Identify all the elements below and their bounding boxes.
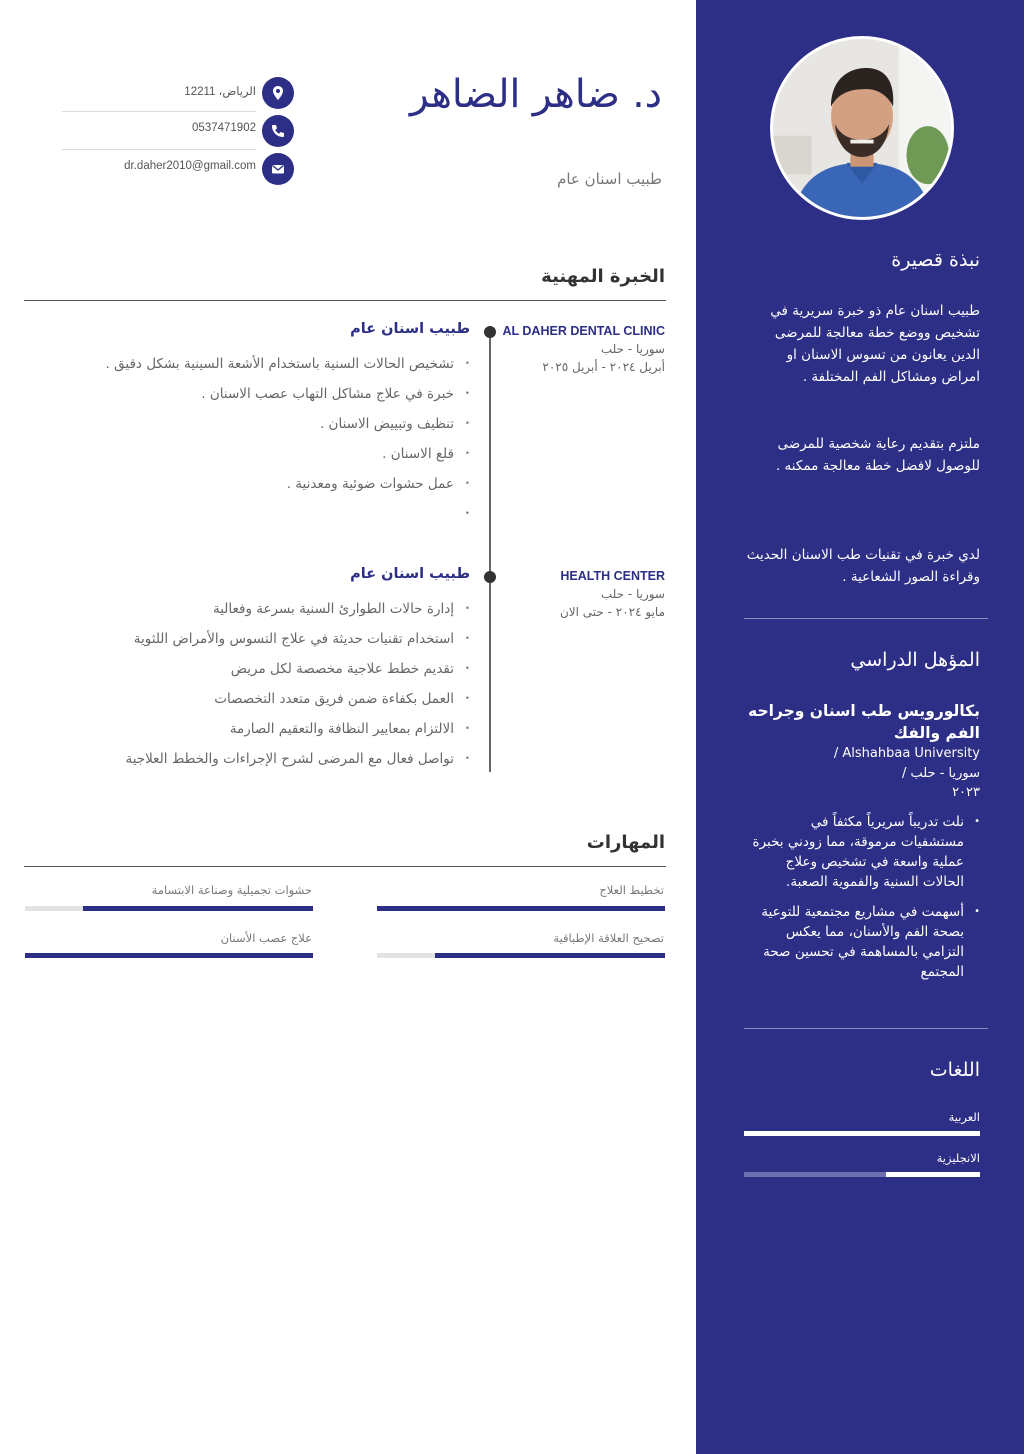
job-duty: • تنظيف وتبييض الاسنان . [30,413,470,443]
envelope-icon [262,153,294,185]
summary-paragraph-2: ملتزم بتقديم رعاية شخصية للمرضى للوصول لافضل خطة معالجة ممكنه . [775,436,980,474]
experience-heading: الخبرة المهنية [541,266,665,287]
job-duty: • تشخيص الحالات السنية باستخدام الأشعة السينية بشكل دقيق . [30,353,470,383]
skill-bar [25,953,313,958]
language-bar-arabic [744,1131,980,1136]
skills-divider [24,866,666,867]
sidebar-divider [744,1028,988,1029]
experience-timeline [489,326,491,772]
job-duty [30,503,470,533]
phone-text[interactable]: 0537471902 [192,122,256,134]
email-text[interactable]: dr.daher2010@gmail.com [124,160,256,172]
skills-heading: المهارات [586,832,665,853]
job-location: سوريا - حلب [600,587,665,601]
job-title: طبيب اسنان عام [350,321,470,337]
job-duties [30,598,470,778]
job-duty: • قلع الاسنان . [30,443,470,473]
job-title: طبيب اسنان عام [350,566,470,582]
university-name: / Alshahbaa University [833,746,980,761]
education-point: • نلت تدريباً سريرياً مكثفاً في مستشفيات مرموقة، مما زودني بخبرة عملية واسعة في تشخيص وعلاج الحالات السنية والفموية الصعبة. [744,812,980,892]
sidebar-divider [744,618,988,619]
sidebar [696,0,1024,1454]
timeline-dot [484,326,496,338]
summary-heading: نبذة قصيرة [891,249,980,271]
experience-divider [24,300,666,301]
education-heading: المؤهل الدراسي [850,649,980,671]
skill-bar-fill [83,906,313,911]
skill-bar [377,906,665,911]
job-duty: • عمل حشوات ضوئية ومعدنية . [30,473,470,503]
contact-phone[interactable] [62,114,294,148]
phone-icon [262,115,294,147]
candidate-title: طبيب اسنان عام [557,170,662,188]
skill-label: علاج عصب الأسنان [220,931,312,945]
skill-bar [25,906,313,911]
contact-divider [62,149,256,150]
skill-label: تخطيط العلاج [599,883,664,897]
job-duty: • إدارة حالات الطوارئ السنية بسرعة وفعالية [30,598,470,628]
skill-label: تصحيح العلاقة الإطباقية [553,931,664,945]
skill-bar-fill [25,953,313,958]
language-bar-fill [886,1172,980,1177]
contact-divider [62,111,256,112]
summary-paragraph-3: لدي خبرة في تقنيات طب الاسنان الحديث وقراءة الصور الشعاعية . [746,547,980,585]
job-duties [30,353,470,533]
job-company: HEALTH CENTER [560,569,665,583]
language-label-english: الانجليزية [936,1151,980,1165]
address-text: الرياض، 12211 [184,86,256,98]
profile-photo [770,36,954,220]
timeline-dot [484,571,496,583]
candidate-name: د. ضاهر الضاهر [409,72,662,117]
education-point: • أسهمت في مشاريع مجتمعية للتوعية بصحة الفم والأسنان، مما يعكس التزامي بالمساهمة في تحسين صحة المجتمع [744,902,980,982]
languages-heading: اللغات [929,1059,980,1081]
language-bar-fill [744,1131,980,1136]
profile-photo-illustration [773,39,951,217]
language-bar-english [744,1172,980,1177]
contact-address [62,76,294,110]
summary-paragraph-1: طبيب اسنان عام ذو خبرة سريرية في تشخيص ووضع خطة معالجة للمرضى الدين يعانون من تسوس الاسنان او امراض ومشاكل الفم المختلفة . [770,303,980,385]
job-duty: • تقديم خطط علاجية مخصصة لكل مريض [30,658,470,688]
location-pin-icon [262,77,294,109]
job-duty: • استخدام تقنيات حديثة في علاج التسوس والأمراض اللثوية [30,628,470,658]
job-duty: • تواصل فعال مع المرضى لشرح الإجراءات والخطط العلاجية [30,748,470,778]
job-duty: • العمل بكفاءة ضمن فريق متعدد التخصصات [30,688,470,718]
education-location: سوريا - حلب / [901,766,980,781]
skill-bar [377,953,665,958]
degree-title: بكالورويس طب اسنان وجراحه الفم والفك [748,702,980,742]
skill-label: حشوات تجميلية وصناعة الابتسامة [151,883,312,897]
education-points [744,812,980,992]
job-company: AL DAHER DENTAL CLINIC [502,324,665,338]
graduation-year: ٢٠٢٣ [952,785,980,800]
language-label-arabic: العربية [948,1110,980,1124]
job-location: سوريا - حلب [600,342,665,356]
job-period: أبريل ٢٠٢٤ - أبريل ٢٠٢٥ [542,360,665,374]
job-duty: • الالتزام بمعايير النظافة والتعقيم الصارمة [30,718,470,748]
job-period: مايو ٢٠٢٤ - حتى الان [559,605,665,619]
contact-email[interactable] [62,152,294,186]
skill-bar-fill [377,906,665,911]
skill-bar-fill [435,953,665,958]
job-duty: • خبرة في علاج مشاكل التهاب عصب الاسنان . [30,383,470,413]
